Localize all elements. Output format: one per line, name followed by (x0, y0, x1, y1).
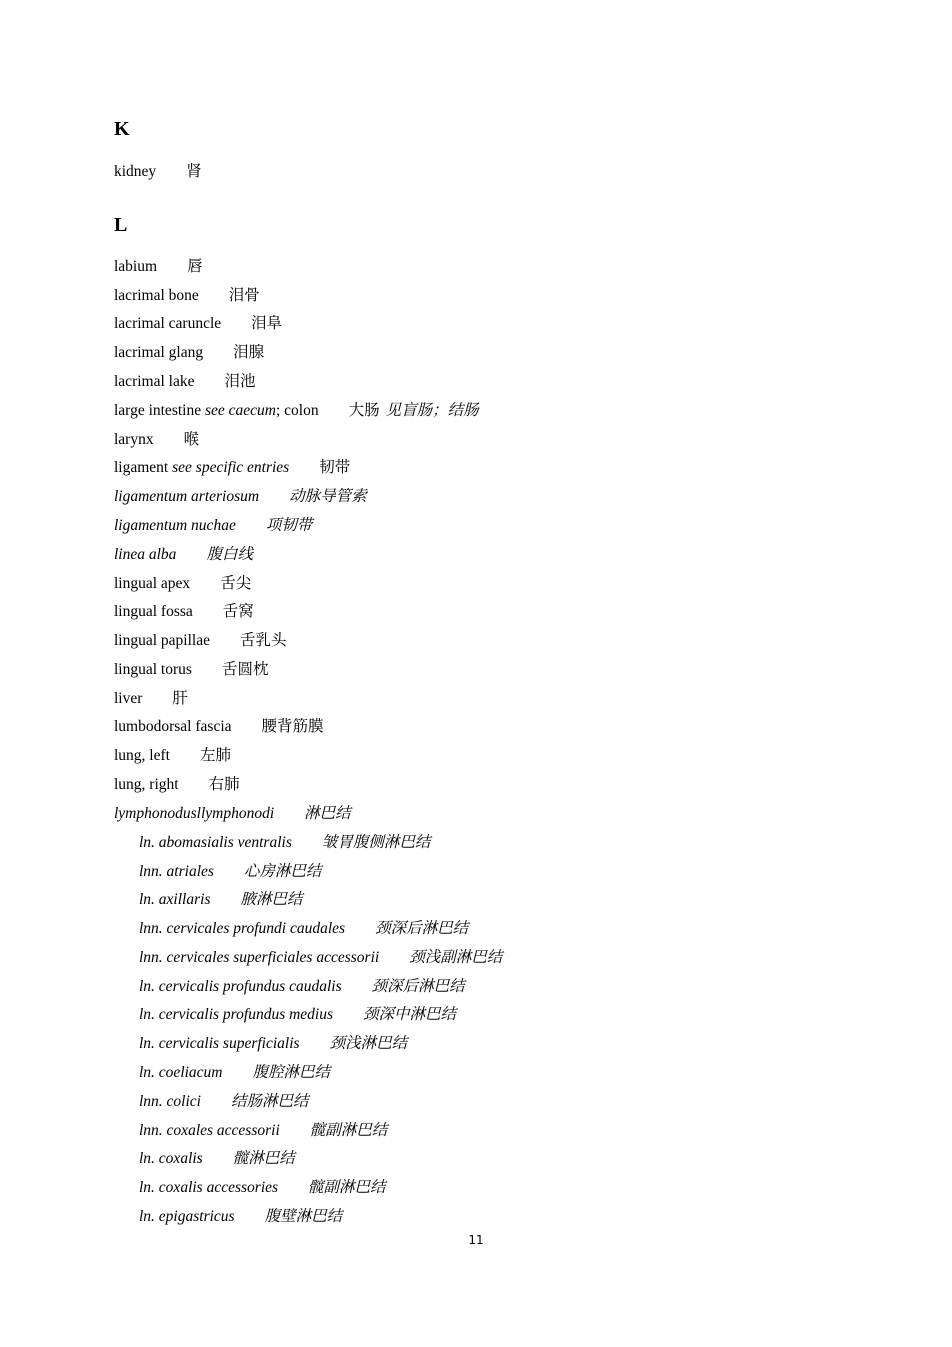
entry-term: ln. epigastricus (139, 1208, 235, 1225)
section-heading-l: L (114, 214, 128, 236)
sub-entry (139, 1121, 387, 1141)
entry-lacrimal-bone (114, 286, 260, 306)
entry-term: ln. coeliacum (139, 1064, 223, 1081)
entry-term: large intestine (114, 402, 205, 419)
entry-term: ligament (114, 459, 173, 476)
entry-translation: 舌尖 (220, 575, 252, 592)
entry-term: lingual torus (114, 661, 192, 678)
entry-translation: 喉 (183, 431, 200, 448)
entry-translation: 结肠淋巴结 (231, 1093, 309, 1110)
entry-term: lingual fossa (114, 603, 193, 620)
entry-translation: 髋淋巴结 (232, 1150, 295, 1167)
entry-see-reference: see caecum (204, 402, 276, 419)
entry-term: lacrimal caruncle (114, 315, 222, 332)
entry-lacrimal-caruncle (114, 314, 282, 334)
entry-translation: 韧带 (319, 459, 351, 476)
entry-translation: 唇 (187, 258, 203, 275)
entry-term: lnn. cervicales superficiales accessorii (139, 949, 380, 966)
entry-term: ln. coxalis (139, 1150, 203, 1167)
entry-term: ligamentum nuchae (114, 517, 236, 534)
entry-translation: 淋巴结 (304, 805, 351, 822)
entry-term: linea alba (114, 546, 177, 563)
entry-translation: 腹腔淋巴结 (252, 1064, 331, 1081)
entry-lingual-torus (114, 660, 268, 680)
entry-translation: 皱胃腹侧淋巴结 (321, 834, 431, 851)
entry-translation: 心房淋巴结 (243, 863, 322, 880)
entry-see-translation: 见盲肠；结肠 (385, 402, 479, 419)
page-number: 11 (468, 1233, 484, 1247)
entry-translation: 泪骨 (228, 287, 260, 304)
entry-term: lnn. colici (139, 1093, 201, 1110)
sub-entry (139, 1178, 386, 1198)
sub-entry (139, 977, 465, 997)
sub-entry (139, 1005, 456, 1025)
entry-lumbodorsal-fascia (114, 717, 324, 737)
sub-entry (139, 890, 303, 910)
entry-term: ln. cervicalis superficialis (139, 1035, 300, 1052)
entry-lingual-fossa (114, 602, 254, 622)
entry-kidney (114, 162, 202, 182)
entry-liver (114, 689, 188, 709)
entry-term: lacrimal lake (114, 373, 195, 390)
entry-term-continued: ; colon (275, 402, 319, 419)
entry-translation: 腹壁淋巴结 (264, 1208, 343, 1225)
sub-entry (139, 1034, 407, 1054)
entry-term: lingual apex (114, 575, 191, 592)
entry-term: lnn. atriales (139, 863, 214, 880)
entry-translation: 舌乳头 (239, 632, 287, 649)
sub-entry (139, 919, 468, 939)
entry-lung-left (114, 746, 231, 766)
entry-term: ligamentum arteriosum (114, 488, 260, 505)
entry-term: liver (114, 690, 143, 707)
entry-translation: 颈浅副淋巴结 (409, 949, 503, 966)
entry-labium (114, 257, 203, 277)
entry-larynx (114, 430, 199, 450)
sub-entry (139, 1092, 309, 1112)
entry-lacrimal-lake (114, 372, 255, 392)
entry-term: lacrimal glang (114, 344, 204, 361)
entry-term: larynx (114, 431, 154, 448)
entry-term: lumbodorsal fascia (114, 718, 232, 735)
entry-term: ln. abomasialis ventralis (139, 834, 292, 851)
entry-ligamentum-arteriosum (114, 487, 367, 507)
entry-translation: 肾 (186, 163, 202, 180)
entry-lung-right (114, 775, 240, 795)
sub-entry (139, 1149, 295, 1169)
entry-lingual-apex (114, 574, 251, 594)
entry-translation: 泪腺 (233, 344, 265, 361)
entry-translation: 腋淋巴结 (240, 891, 303, 908)
entry-translation: 动脉导管索 (289, 488, 367, 505)
entry-term: lnn. cervicales profundi caudales (139, 920, 346, 937)
entry-translation: 髋副淋巴结 (309, 1122, 388, 1139)
entry-term: kidney (114, 163, 157, 180)
entry-large-intestine (114, 401, 479, 421)
entry-translation: 腰背筋膜 (261, 718, 324, 735)
entry-translation: 颈浅淋巴结 (329, 1035, 408, 1052)
entry-term: lnn. coxales accessorii (139, 1122, 280, 1139)
entry-translation: 泪池 (224, 373, 256, 390)
entry-see-reference: see specific entries (172, 459, 290, 476)
entry-translation: 舌窝 (222, 603, 254, 620)
entry-term: ln. cervicalis profundus caudalis (139, 978, 342, 995)
section-heading-k: K (114, 118, 130, 140)
entry-linea-alba (114, 545, 253, 565)
entry-translation: 颈深后淋巴结 (375, 920, 469, 937)
entry-translation: 颈深后淋巴结 (371, 978, 465, 995)
sub-entry (139, 862, 321, 882)
entry-term: lingual papillae (114, 632, 210, 649)
sub-entry (139, 1063, 330, 1083)
entry-term: lung, right (114, 776, 179, 793)
entry-translation: 大肠 (348, 402, 380, 419)
entry-translation: 右肺 (208, 776, 240, 793)
entry-term: lymphonodusllymphonodi (114, 805, 275, 822)
entry-lingual-papillae (114, 631, 287, 651)
entry-term: ln. axillaris (139, 891, 211, 908)
entry-translation: 舌圆枕 (221, 661, 269, 678)
entry-translation: 项韧带 (265, 517, 313, 534)
sub-entry (139, 948, 502, 968)
sub-entry (139, 1207, 342, 1227)
entry-translation: 颈深中淋巴结 (363, 1006, 457, 1023)
entry-term: lung, left (114, 747, 170, 764)
entry-translation: 左肺 (199, 747, 231, 764)
entry-lacrimal-glang (114, 343, 264, 363)
entry-lymphonodus (114, 804, 351, 824)
sub-entry (139, 833, 430, 853)
entry-translation: 泪阜 (251, 315, 283, 332)
entry-term: lacrimal bone (114, 287, 199, 304)
entry-term: labium (114, 258, 158, 275)
entry-translation: 腹白线 (206, 546, 253, 563)
entry-translation: 髋副淋巴结 (308, 1179, 386, 1196)
entry-ligament (114, 458, 350, 478)
entry-translation: 肝 (172, 690, 188, 707)
entry-term: ln. cervicalis profundus medius (139, 1006, 334, 1023)
entry-term: ln. coxalis accessories (139, 1179, 279, 1196)
entry-ligamentum-nuchae (114, 516, 312, 536)
